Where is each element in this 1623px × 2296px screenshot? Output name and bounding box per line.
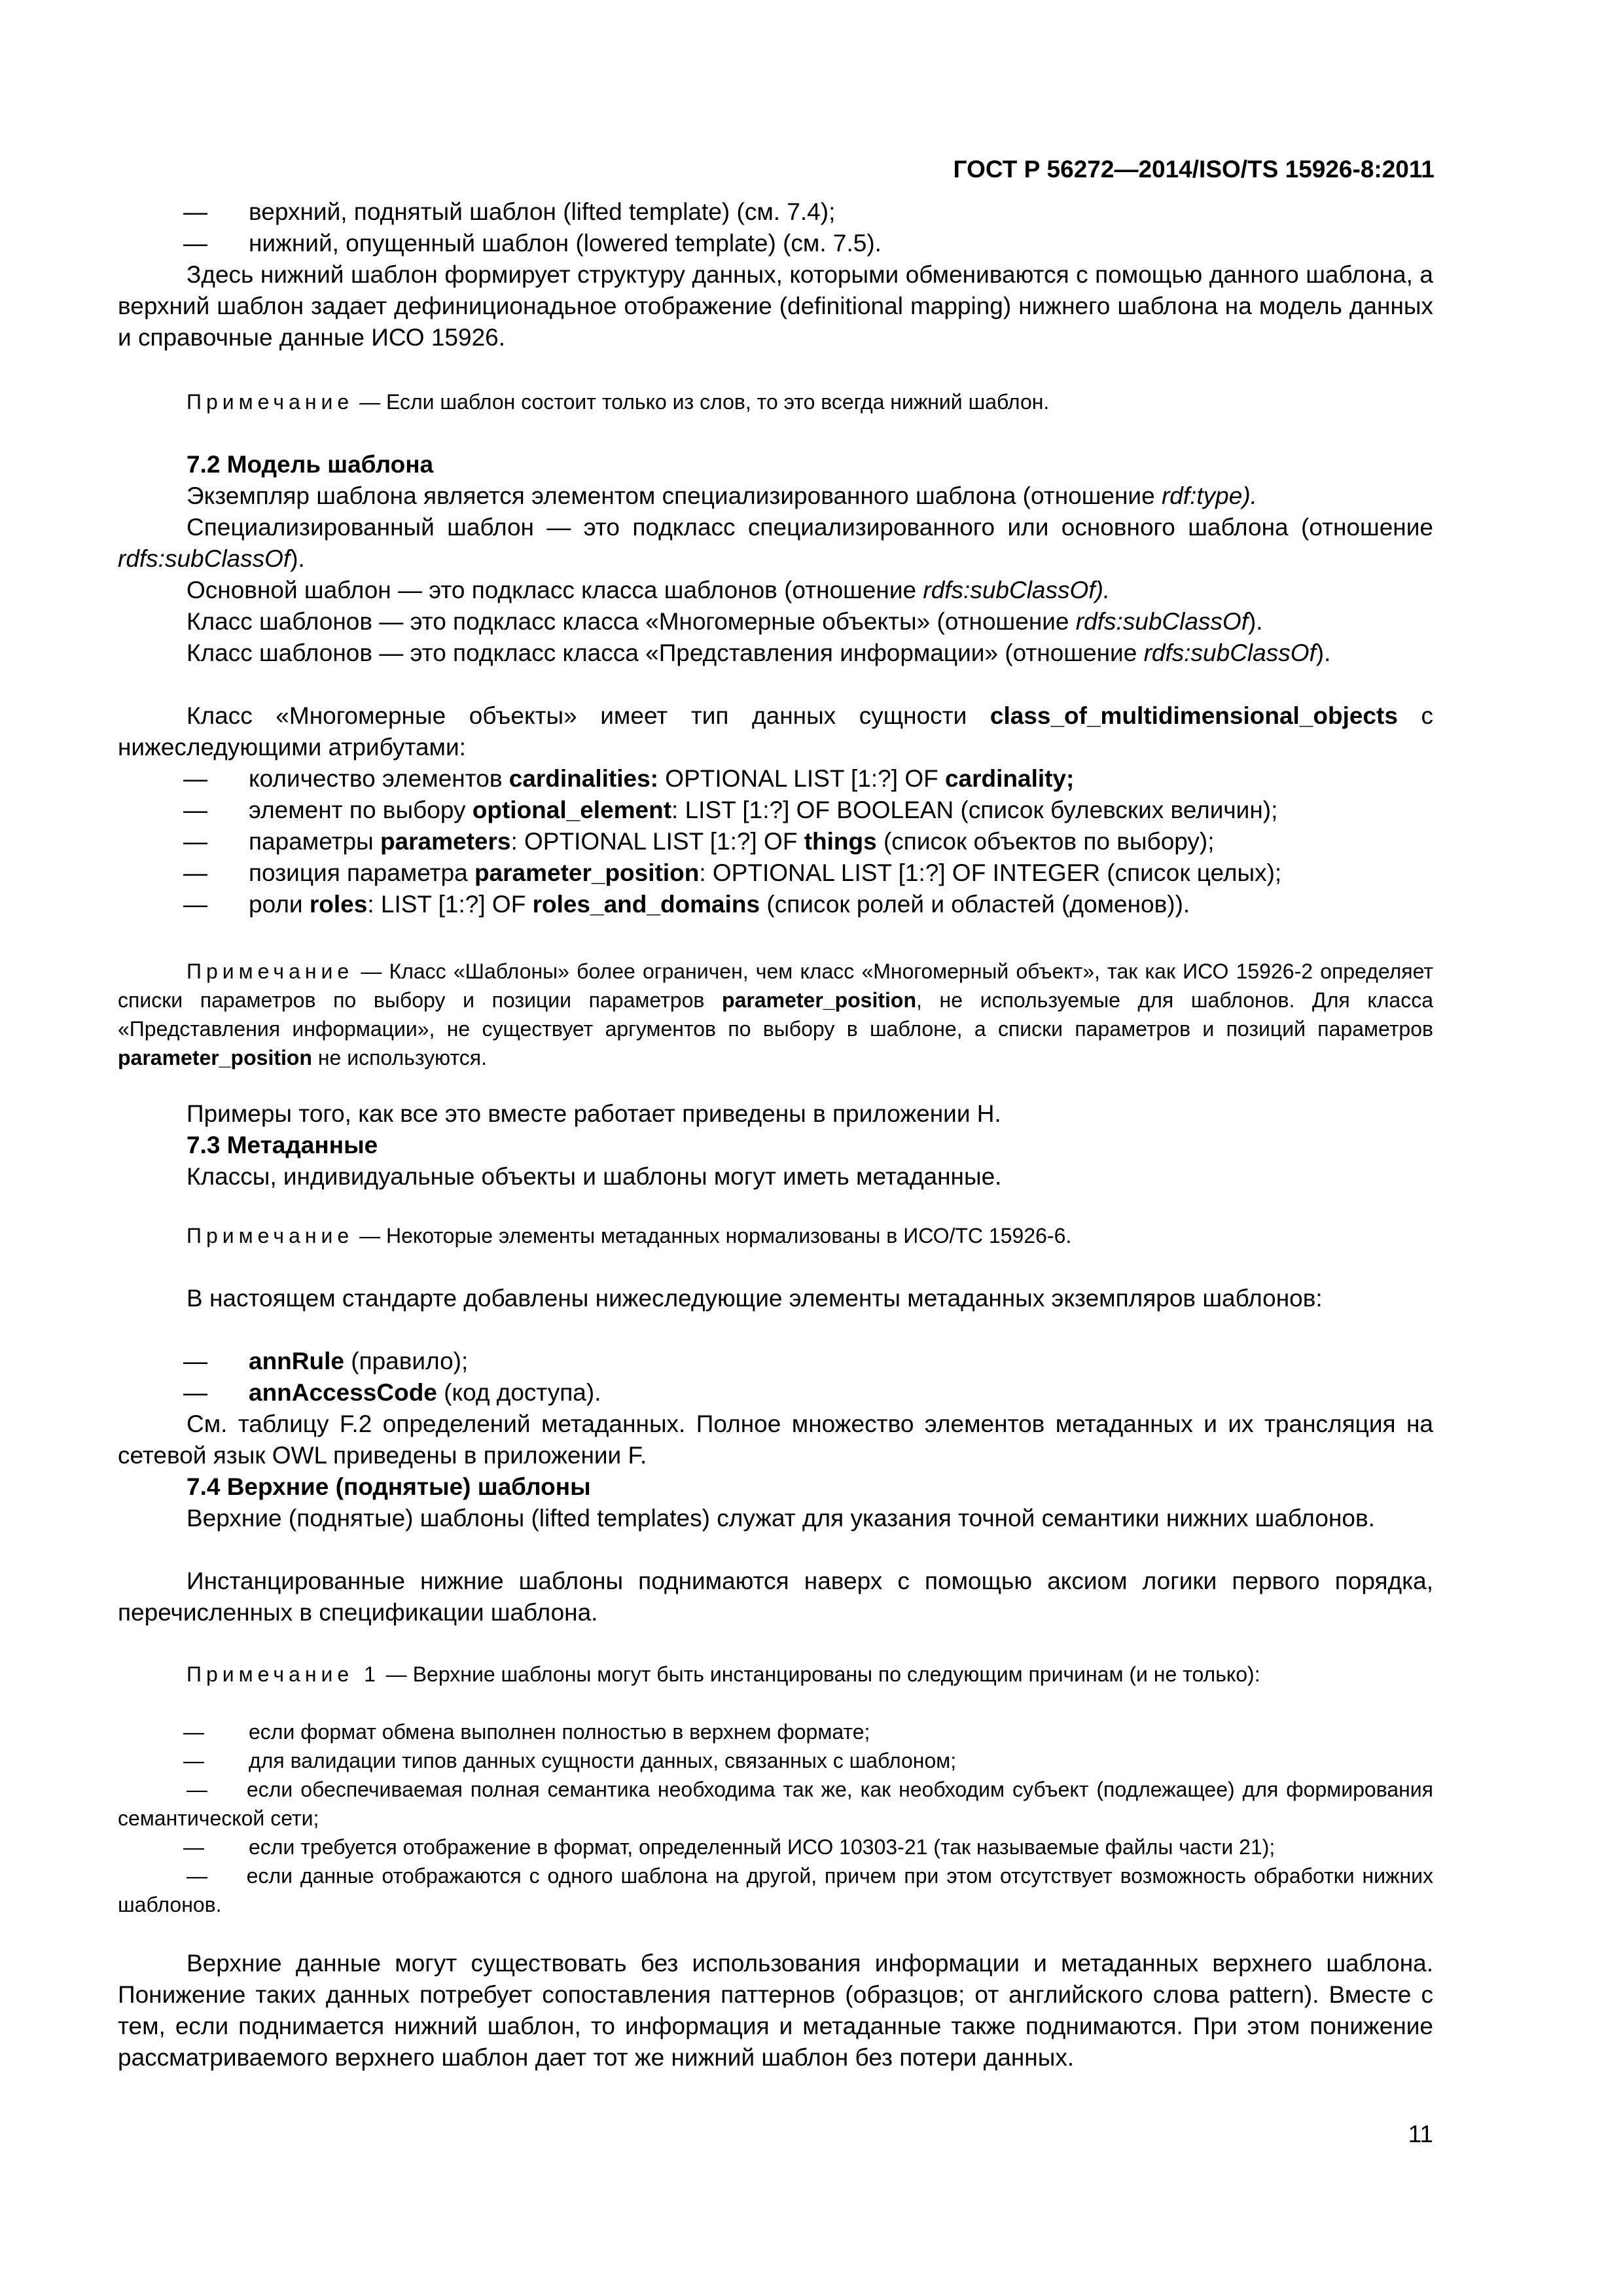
list-item-text: верхний, поднятый шаблон (lifted template) (см. 7.4); [249, 198, 836, 225]
page-number: 11 [1408, 2121, 1433, 2147]
paragraph: В настоящем стандарте добавлены нижеследующие элементы метаданных экземпляров шаблонов: [187, 1285, 1323, 1312]
section-heading-7-3: 7.3 Метаданные [187, 1132, 378, 1158]
list-item-text: нижний, опущенный шаблон (lowered template) (см. 7.5). [249, 230, 882, 257]
paragraph: Примеры того, как все это вместе работает приведены в приложении Н. [187, 1100, 1001, 1127]
list-dash: — [183, 230, 207, 257]
paragraph: Класс «Многомерные объекты» имеет тип данных сущности class_of_multidimensional_objects с нижеследующими атрибутами: [118, 702, 1433, 761]
note: Примечание 1 — Верхние шаблоны могут быть инстанцированы по следующим причинам (и не только): [187, 1662, 1260, 1686]
note: Примечание — Класс «Шаблоны» более ограничен, чем класс «Многомерный объект», так как ИСО 15926-2 определяет списки параметров по выбору и позиции параметров parameter_position, не используемые для шаблонов. Для класса «Представления информации», не существует аргументов по выбору в шаблоне, а списки параметров и позиций параметров parameter_position не используются. [118, 960, 1433, 1069]
paragraph: Инстанцированные нижние шаблоны поднимаются наверх с помощью аксиом логики первого порядка, перечисленных в спецификации шаблона. [118, 1568, 1433, 1626]
paragraph: Класс шаблонов — это подкласс класса «Представления информации» (отношение rdfs:subClassOf). [187, 639, 1331, 666]
note-list-item: — если данные отображаются с одного шаблона на другой, причем при этом отсутствует возможность обработки нижних шаблонов. [118, 1864, 1434, 1916]
note-label: Примечание [187, 390, 354, 414]
document-page: ГОСТ Р 56272—2014/ISO/TS 15926-8:2011 — верхний, поднятый шаблон (lifted template) (см. 7.4); — нижний, опущенный шаблон (lowered template) (см. 7.5). Здесь нижний шаблон формирует структуру данных, которыми обмениваются с помощью данного шаблона, а верхний шаблон задает дефиниционадьное отображение (definitional mapping) нижнего шаблона на модель данных и справочные данные ИСО 15926. Примечание — Если шаблон состоит только из слов, то это всегда нижний шаблон. 7.2 Модель шаблона Экземпляр шаблона является элементом специализированного шаблона (отношение rdf:type). Специализированный шаблон — это подкласс специализированного или основного шаблона (отношение rdfs:subClassOf). Основной шаблон — это подкласс класса шаблонов (отношение rdfs:subClassOf). Класс шаблонов — это подкласс класса «Многомерные объекты» (отношение rdfs:subClassOf). Класс шаблонов — это подкласс класса «Представления информации» (отношение rdfs:subClassOf). Класс «Многомерные объекты» имеет тип данных сущности class_of_multidimensional_objects с нижеследующими атрибутами: — количество элементов cardinalities: OPTIONAL LIST [1:?] OF cardinality; — элемент по выбору optional_element: LIST [1:?] OF BOOLEAN (список булевских величин); — параметры parameters: OPTIONAL LIST [1:?] OF things (список объектов по выбору); — позиция параметра parameter_position: OPTIONAL LIST [1:?] OF INTEGER (список целых); — роли roles: LIST [1:?] OF roles_and_domains (список ролей и областей (доменов)). Примечание — Класс «Шаблоны» более ограничен, чем класс «Многомерный объект», так как ИСО 15926-2 определяет списки параметров по выбору и позиции параметров parameter_position, не используемые для шаблонов. Для класса «Представления информации», не существует аргументов по выбору в шаблоне, а списки параметров и позиций параметров parameter_position не используются. Примеры того, как все это вместе работает приведены в приложении Н. 7.3 Метаданные Классы, индивидуальные объекты и шаблоны могут иметь метаданные. Примечание — Некоторые элементы метаданных нормализованы в ИСО/ТС 15926-6. В настоящем стандарте добавлены нижеследующие элементы метаданных экземпляров шаблонов: — annRule (правило); — annAccessCode (код доступа). См. таблицу F.2 определений метаданных. Полное множество элементов метаданных и их трансляция на сетевой язык OWL приведены в приложении F. 7.4 Верхние (поднятые) шаблоны Верхние (поднятые) шаблоны (lifted templates) служат для указания точной семантики нижних шаблонов. Инстанцированные нижние шаблоны поднимаются наверх с помощью аксиом логики первого порядка, перечисленных в спецификации шаблона. Примечание 1 — Верхние шаблоны могут быть инстанцированы по следующим причинам (и не только): — если формат обмена выполнен полностью в верхнем формате; — для валидации типов данных сущности данных, связанных с шаблоном; — если обеспечиваемая полная семантика необходима так же, как необходим субъект (подлежащее) для формирования семантической сети; — если требуется отображение в формат, определенный ИСО 10303-21 (так называемые файлы части 21); — если данные отображаются с одного шаблона на другой, причем при этом отсутствует возможность обработки нижних шаблонов. Верхние данные могут существовать без использования информации и метаданных верхнего шаблона. Понижение таких данных потребует сопоставления паттернов (образцов; от английского слова pattern). Вместе с тем, если поднимается нижний шаблон, то информация и метаданные также поднимаются. При этом понижение рассматриваемого верхнего шаблон дает тот же нижний шаблон без потери данных. 11 [118, 156, 1435, 2147]
document-header: ГОСТ Р 56272—2014/ISO/TS 15926-8:2011 [953, 156, 1435, 183]
note-dash: — [359, 390, 381, 414]
intro-paragraph: Здесь нижний шаблон формирует структуру данных, которыми обмениваются с помощью данного шаблона, а верхний шаблон задает дефиниционадьное отображение (definitional mapping) нижнего шаблона на модель данных и справочные данные ИСО 15926. [118, 261, 1433, 351]
note-list-item: — если обеспечиваемая полная семантика необходима так же, как необходим субъект (подлежащее) для формирования семантической сети; [118, 1778, 1433, 1830]
paragraph: Специализированный шаблон — это подкласс специализированного или основного шаблона (отношение rdfs:subClassOf). [118, 514, 1433, 572]
list-dash: — [183, 198, 207, 225]
note: Примечание — Некоторые элементы метаданных нормализованы в ИСО/ТС 15926-6. [187, 1224, 1072, 1247]
note [118, 387, 1433, 416]
paragraph: Верхние данные могут существовать без использования информации и метаданных верхнего шаблона. Понижение таких данных потребует сопоставления паттернов (образцов; от английского слова pattern). Вместе с тем, если поднимается нижний шаблон, то информация и метаданные также поднимаются. При этом понижение рассматриваемого верхнего шаблон дает тот же нижний шаблон без потери данных. [118, 1950, 1433, 2071]
paragraph: Экземпляр шаблона является элементом специализированного шаблона (отношение rdf:type). [187, 482, 1257, 509]
paragraph: Верхние (поднятые) шаблоны (lifted templates) служат для указания точной семантики нижних шаблонов. [187, 1505, 1375, 1532]
section-heading-7-4: 7.4 Верхние (поднятые) шаблоны [187, 1473, 591, 1500]
paragraph: Классы, индивидуальные объекты и шаблоны могут иметь метаданные. [187, 1163, 1002, 1190]
section-heading-7-2: 7.2 Модель шаблона [187, 451, 434, 478]
paragraph: См. таблицу F.2 определений метаданных. Полное множество элементов метаданных и их трансляция на сетевой язык OWL приведены в приложении F. [118, 1410, 1433, 1469]
paragraph: Основной шаблон — это подкласс класса шаблонов (отношение rdfs:subClassOf). [187, 577, 1111, 603]
paragraph: Класс шаблонов — это подкласс класса «Многомерные объекты» (отношение rdfs:subClassOf). [187, 608, 1263, 635]
note-text: Если шаблон состоит только из слов, то это всегда нижний шаблон. [386, 390, 1050, 414]
